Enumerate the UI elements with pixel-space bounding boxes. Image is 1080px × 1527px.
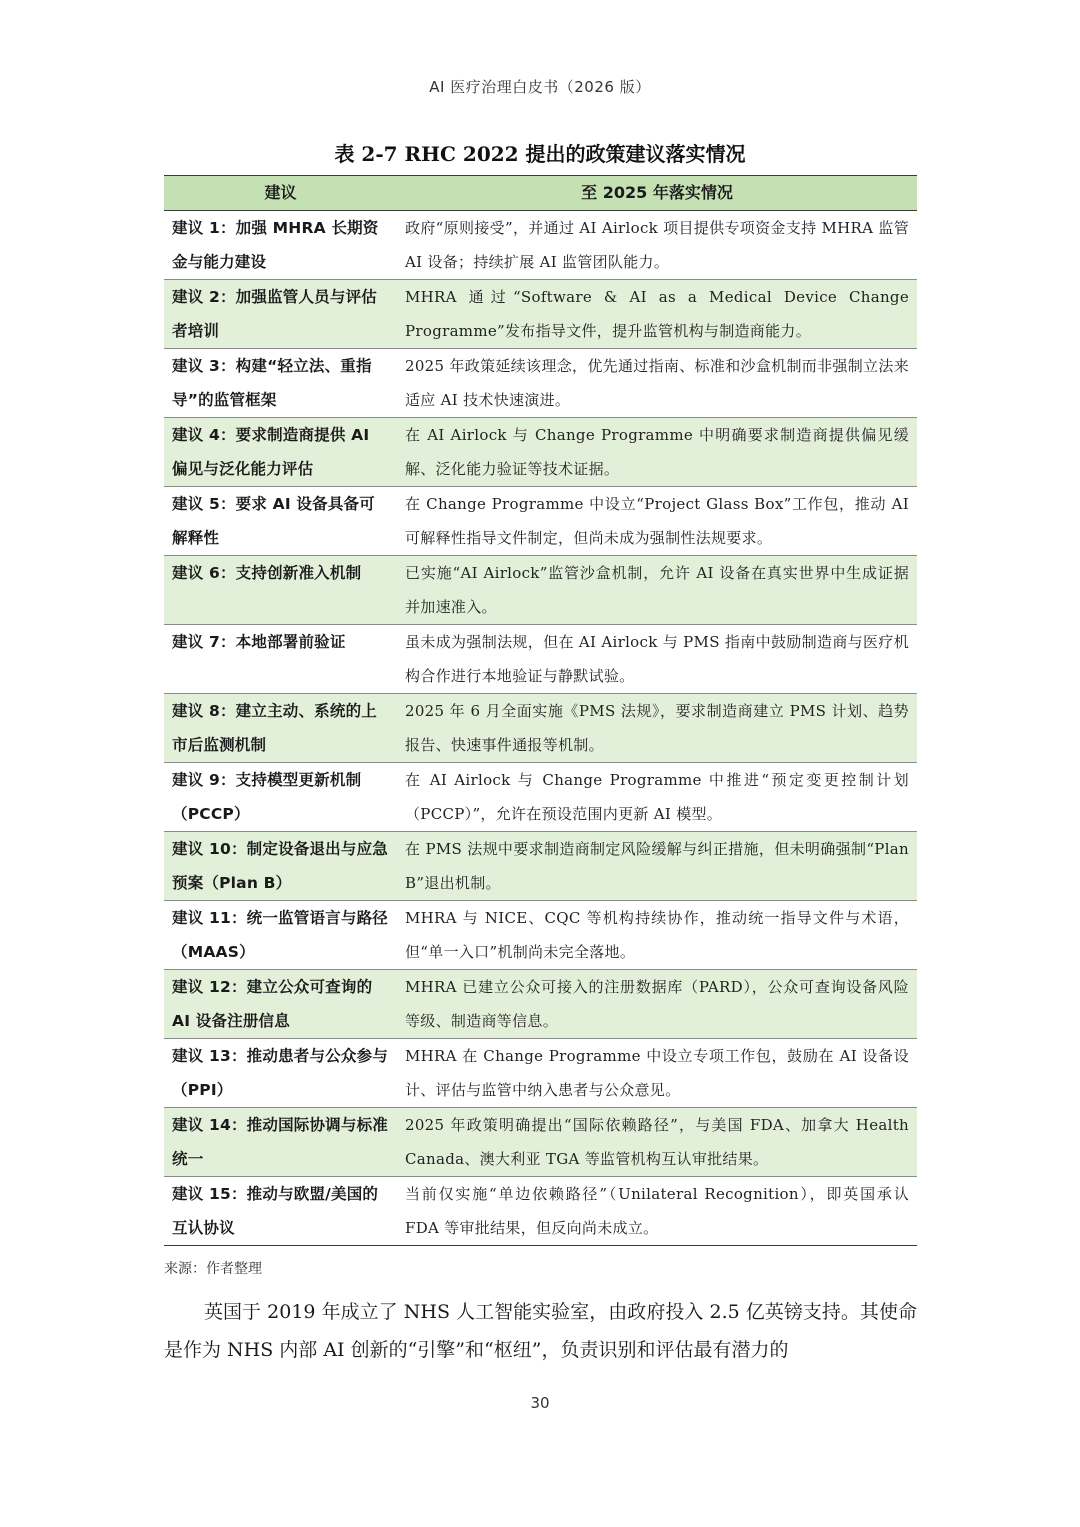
recommendation-cell: 建议 15：推动与欧盟/美国的互认协议 (164, 1177, 397, 1246)
implementation-cell: 当前仅实施“单边依赖路径”（Unilateral Recognition），即英国承认 FDA 等审批结果，但反向尚未成立。 (397, 1177, 917, 1246)
implementation-cell: MHRA 在 Change Programme 中设立专项工作包，鼓励在 AI 设备设计、评估与监管中纳入患者与公众意见。 (397, 1039, 917, 1108)
page-number: 30 (530, 1394, 550, 1412)
running-header: AI 医疗治理白皮书（2026 版） (429, 78, 651, 96)
implementation-cell: 在 Change Programme 中设立“Project Glass Box”工作包，推动 AI 可解释性指导文件制定，但尚未成为强制性法规要求。 (397, 487, 917, 556)
table-row (164, 970, 917, 1039)
recommendation-cell: 建议 1：加强 MHRA 长期资金与能力建设 (164, 211, 397, 280)
body-paragraph: 英国于 2019 年成立了 NHS 人工智能实验室，由政府投入 2.5 亿英镑支持。其使命是作为 NHS 内部 AI 创新的“引擎”和“枢纽”，负责识别和评估最有潜力的 (164, 1301, 917, 1361)
implementation-cell: 在 AI Airlock 与 Change Programme 中明确要求制造商提供偏见缓解、泛化能力验证等技术证据。 (397, 418, 917, 487)
recommendation-cell: 建议 12：建立公众可查询的 AI 设备注册信息 (164, 970, 397, 1039)
implementation-cell: 2025 年政策明确提出“国际依赖路径”，与美国 FDA、加拿大 Health Canada、澳大利亚 TGA 等监管机构互认审批结果。 (397, 1108, 917, 1177)
recommendation-cell: 建议 9：支持模型更新机制（PCCP） (164, 763, 397, 832)
table-row (164, 763, 917, 832)
table-row (164, 1039, 917, 1108)
table-row (164, 1177, 917, 1246)
table-caption: 表 2-7 RHC 2022 提出的政策建议落实情况 (334, 142, 746, 166)
recommendation-cell: 建议 8：建立主动、系统的上市后监测机制 (164, 694, 397, 763)
table-row (164, 211, 917, 280)
table-row (164, 487, 917, 556)
table-row (164, 625, 917, 694)
recommendation-cell: 建议 3：构建“轻立法、重指导”的监管框架 (164, 349, 397, 418)
table-row (164, 901, 917, 970)
table-row (164, 694, 917, 763)
implementation-cell: MHRA 与 NICE、CQC 等机构持续协作，推动统一指导文件与术语，但“单一入口”机制尚未完全落地。 (397, 901, 917, 970)
implementation-cell: 在 PMS 法规中要求制造商制定风险缓解与纠正措施，但未明确强制“Plan B”退出机制。 (397, 832, 917, 901)
recommendation-cell: 建议 5：要求 AI 设备具备可解释性 (164, 487, 397, 556)
table-row (164, 832, 917, 901)
table-row (164, 280, 917, 349)
recommendation-cell: 建议 6：支持创新准入机制 (164, 556, 397, 625)
implementation-cell: MHRA 已建立公众可接入的注册数据库（PARD），公众可查询设备风险等级、制造商等信息。 (397, 970, 917, 1039)
policy-recommendations-table (164, 175, 917, 1246)
recommendation-cell: 建议 7：本地部署前验证 (164, 625, 397, 694)
table-header-row (164, 176, 917, 211)
implementation-cell: 政府“原则接受”，并通过 AI Airlock 项目提供专项资金支持 MHRA 监管 AI 设备；持续扩展 AI 监管团队能力。 (397, 211, 917, 280)
recommendation-cell: 建议 11：统一监管语言与路径（MAAS） (164, 901, 397, 970)
recommendation-cell: 建议 4：要求制造商提供 AI 偏见与泛化能力评估 (164, 418, 397, 487)
implementation-cell: 在 AI Airlock 与 Change Programme 中推进“预定变更控制计划（PCCP）”，允许在预设范围内更新 AI 模型。 (397, 763, 917, 832)
implementation-cell: MHRA 通过“Software & AI as a Medical Device Change Programme”发布指导文件，提升监管机构与制造商能力。 (397, 280, 917, 349)
column-header-recommendation: 建议 (164, 176, 397, 211)
recommendation-cell: 建议 13：推动患者与公众参与（PPI） (164, 1039, 397, 1108)
implementation-cell: 虽未成为强制法规，但在 AI Airlock 与 PMS 指南中鼓励制造商与医疗机构合作进行本地验证与静默试验。 (397, 625, 917, 694)
recommendation-cell: 建议 2：加强监管人员与评估者培训 (164, 280, 397, 349)
recommendation-cell: 建议 10：制定设备退出与应急预案（Plan B） (164, 832, 397, 901)
table-source-note: 来源：作者整理 (164, 1261, 262, 1277)
implementation-cell: 2025 年政策延续该理念，优先通过指南、标准和沙盒机制而非强制立法来适应 AI 技术快速演进。 (397, 349, 917, 418)
implementation-cell: 已实施“AI Airlock”监管沙盒机制，允许 AI 设备在真实世界中生成证据并加速准入。 (397, 556, 917, 625)
recommendation-cell: 建议 14：推动国际协调与标准统一 (164, 1108, 397, 1177)
table-row (164, 556, 917, 625)
table-row (164, 1108, 917, 1177)
implementation-cell: 2025 年 6 月全面实施《PMS 法规》，要求制造商建立 PMS 计划、趋势报告、快速事件通报等机制。 (397, 694, 917, 763)
column-header-implementation: 至 2025 年落实情况 (397, 176, 917, 211)
table-row (164, 418, 917, 487)
table-row (164, 349, 917, 418)
